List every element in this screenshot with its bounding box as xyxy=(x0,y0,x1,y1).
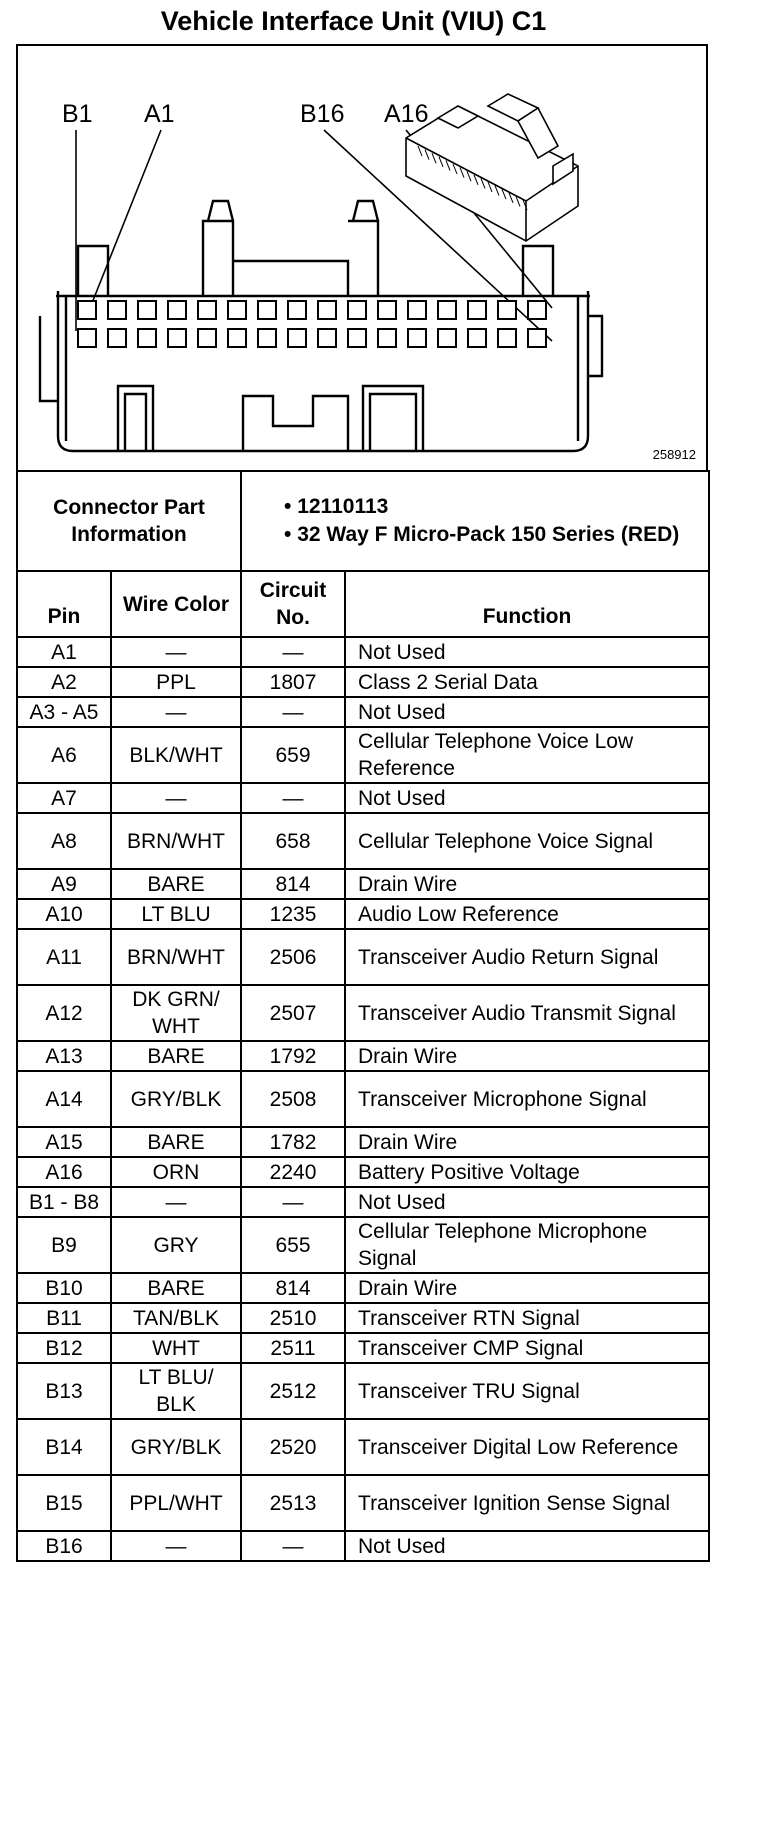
function-cell: Drain Wire xyxy=(345,1127,709,1157)
pin-cell: A16 xyxy=(17,1157,111,1187)
circuit-cell: 658 xyxy=(241,813,345,869)
function-cell: Transceiver TRU Signal xyxy=(345,1363,709,1419)
wire-color-cell: ORN xyxy=(111,1157,241,1187)
wire-color-cell: — xyxy=(111,1187,241,1217)
connector-body xyxy=(40,201,602,451)
pin-cell: B12 xyxy=(17,1333,111,1363)
pin-cell: A10 xyxy=(17,899,111,929)
pin-cell: B9 xyxy=(17,1217,111,1273)
pin-label-a16: A16 xyxy=(384,100,429,128)
function-cell: Transceiver Audio Transmit Signal xyxy=(345,985,709,1041)
function-cell: Battery Positive Voltage xyxy=(345,1157,709,1187)
circuit-cell: 2510 xyxy=(241,1303,345,1333)
function-cell: Transceiver Microphone Signal xyxy=(345,1071,709,1127)
table-row xyxy=(17,1157,709,1187)
circuit-cell: — xyxy=(241,1187,345,1217)
circuit-cell: — xyxy=(241,783,345,813)
pin-cavity xyxy=(498,329,516,347)
connector-iso-illustration xyxy=(406,94,578,241)
pin-cavity xyxy=(168,329,186,347)
circuit-cell: 2506 xyxy=(241,929,345,985)
wire-color-cell: — xyxy=(111,637,241,667)
pin-cell: B16 xyxy=(17,1531,111,1561)
pin-cavity xyxy=(198,329,216,347)
wire-color-cell: GRY/BLK xyxy=(111,1071,241,1127)
pin-cell: A9 xyxy=(17,869,111,899)
pin-cavity xyxy=(438,301,456,319)
pin-cavity xyxy=(408,329,426,347)
pin-cavity xyxy=(378,329,396,347)
function-cell: Not Used xyxy=(345,783,709,813)
pin-cell: A11 xyxy=(17,929,111,985)
pin-cell: A3 - A5 xyxy=(17,697,111,727)
pin-cell: A13 xyxy=(17,1041,111,1071)
pin-label-b16: B16 xyxy=(300,100,345,128)
table-row xyxy=(17,1419,709,1475)
pin-cavity xyxy=(348,301,366,319)
pin-cavity xyxy=(108,301,126,319)
circuit-cell: 2520 xyxy=(241,1419,345,1475)
header-circuit: Circuit No. xyxy=(241,571,345,637)
pin-cavity xyxy=(108,329,126,347)
circuit-cell: 1235 xyxy=(241,899,345,929)
pin-cavity xyxy=(78,301,96,319)
wire-color-cell: LT BLU xyxy=(111,899,241,929)
wire-color-cell: DK GRN/ WHT xyxy=(111,985,241,1041)
pin-cell: A7 xyxy=(17,783,111,813)
circuit-cell: 2512 xyxy=(241,1363,345,1419)
function-cell: Not Used xyxy=(345,1187,709,1217)
wire-color-cell: GRY/BLK xyxy=(111,1419,241,1475)
pin-cell: B15 xyxy=(17,1475,111,1531)
wire-color-cell: TAN/BLK xyxy=(111,1303,241,1333)
function-cell: Transceiver CMP Signal xyxy=(345,1333,709,1363)
table-row xyxy=(17,869,709,899)
pin-cavity xyxy=(138,301,156,319)
wire-color-cell: WHT xyxy=(111,1333,241,1363)
pin-cavity xyxy=(378,301,396,319)
pin-cell: A6 xyxy=(17,727,111,783)
connector-info-value xyxy=(241,471,709,571)
table-row xyxy=(17,637,709,667)
function-cell: Drain Wire xyxy=(345,869,709,899)
table-row xyxy=(17,1041,709,1071)
pin-cell: B13 xyxy=(17,1363,111,1419)
table-row xyxy=(17,1333,709,1363)
connector-info-item: • 32 Way F Micro-Pack 150 Series (RED) xyxy=(284,523,680,546)
header-row xyxy=(17,571,709,637)
connector-info-row xyxy=(17,471,709,571)
circuit-cell: — xyxy=(241,697,345,727)
header-pin: Pin xyxy=(17,571,111,637)
page-title: Vehicle Interface Unit (VIU) C1 xyxy=(160,6,547,36)
circuit-cell: 659 xyxy=(241,727,345,783)
circuit-cell: 2507 xyxy=(241,985,345,1041)
circuit-cell: 2511 xyxy=(241,1333,345,1363)
wire-color-cell: GRY xyxy=(111,1217,241,1273)
circuit-cell: — xyxy=(241,1531,345,1561)
pin-label-b1: B1 xyxy=(62,100,93,128)
pinout-table xyxy=(16,470,710,1562)
connector-diagram xyxy=(16,44,708,472)
table-row xyxy=(17,667,709,697)
wire-color-cell: PPL xyxy=(111,667,241,697)
pin-cavity xyxy=(528,329,546,347)
pin-label-a1: A1 xyxy=(144,100,175,128)
table-row xyxy=(17,1475,709,1531)
table-row xyxy=(17,1187,709,1217)
wire-color-cell: — xyxy=(111,783,241,813)
pin-cell: B14 xyxy=(17,1419,111,1475)
wire-color-cell: BLK/WHT xyxy=(111,727,241,783)
wire-color-cell: BARE xyxy=(111,1273,241,1303)
pin-cavity xyxy=(438,329,456,347)
pin-cell: A12 xyxy=(17,985,111,1041)
pin-cavity xyxy=(498,301,516,319)
circuit-cell: 2513 xyxy=(241,1475,345,1531)
pin-cavity xyxy=(258,301,276,319)
table-row xyxy=(17,783,709,813)
pin-cavity xyxy=(138,329,156,347)
connector-info-label: Connector Part Information xyxy=(17,471,241,571)
function-cell: Cellular Telephone Voice Signal xyxy=(345,813,709,869)
circuit-cell: 814 xyxy=(241,1273,345,1303)
header-wire-color: Wire Color xyxy=(111,571,241,637)
pin-cavity xyxy=(198,301,216,319)
function-cell: Cellular Telephone Microphone Signal xyxy=(345,1217,709,1273)
pin-cavity xyxy=(318,301,336,319)
pin-cell: B1 - B8 xyxy=(17,1187,111,1217)
table-row xyxy=(17,813,709,869)
wire-color-cell: BARE xyxy=(111,869,241,899)
figure-id: 258912 xyxy=(652,447,696,462)
wire-color-cell: — xyxy=(111,697,241,727)
circuit-cell: 814 xyxy=(241,869,345,899)
pin-cavity xyxy=(288,301,306,319)
table-row xyxy=(17,1127,709,1157)
table-row xyxy=(17,1273,709,1303)
pin-cell: A2 xyxy=(17,667,111,697)
wire-color-cell: BARE xyxy=(111,1041,241,1071)
pin-cell: A8 xyxy=(17,813,111,869)
pin-cell: A1 xyxy=(17,637,111,667)
pin-cavity xyxy=(78,329,96,347)
wire-color-cell: BRN/WHT xyxy=(111,813,241,869)
circuit-cell: — xyxy=(241,637,345,667)
function-cell: Not Used xyxy=(345,697,709,727)
function-cell: Not Used xyxy=(345,637,709,667)
circuit-cell: 1807 xyxy=(241,667,345,697)
wire-color-cell: PPL/WHT xyxy=(111,1475,241,1531)
circuit-cell: 2508 xyxy=(241,1071,345,1127)
pin-cavity xyxy=(348,329,366,347)
circuit-cell: 2240 xyxy=(241,1157,345,1187)
connector-drawing xyxy=(18,46,706,470)
wire-color-cell: BARE xyxy=(111,1127,241,1157)
pin-cavity xyxy=(318,329,336,347)
connector-info-item: • 12110113 xyxy=(284,495,389,518)
function-cell: Transceiver Digital Low Reference xyxy=(345,1419,709,1475)
pin-cell: A15 xyxy=(17,1127,111,1157)
function-cell: Audio Low Reference xyxy=(345,899,709,929)
table-row xyxy=(17,1303,709,1333)
circuit-cell: 1782 xyxy=(241,1127,345,1157)
table-row xyxy=(17,1071,709,1127)
function-cell: Class 2 Serial Data xyxy=(345,667,709,697)
table-row xyxy=(17,1363,709,1419)
pin-cell: A14 xyxy=(17,1071,111,1127)
function-cell: Drain Wire xyxy=(345,1041,709,1071)
pin-cell: B11 xyxy=(17,1303,111,1333)
pin-cavity xyxy=(228,329,246,347)
pin-cavity xyxy=(408,301,426,319)
pin-cavity xyxy=(168,301,186,319)
function-cell: Not Used xyxy=(345,1531,709,1561)
pin-cavity xyxy=(228,301,246,319)
function-cell: Transceiver Audio Return Signal xyxy=(345,929,709,985)
function-cell: Transceiver Ignition Sense Signal xyxy=(345,1475,709,1531)
pin-cavity xyxy=(468,329,486,347)
table-row xyxy=(17,985,709,1041)
table-row xyxy=(17,727,709,783)
table-row xyxy=(17,697,709,727)
table-row xyxy=(17,929,709,985)
pin-cavity xyxy=(468,301,486,319)
wire-color-cell: BRN/WHT xyxy=(111,929,241,985)
table-row xyxy=(17,899,709,929)
pin-cavity xyxy=(288,329,306,347)
wire-color-cell: LT BLU/ BLK xyxy=(111,1363,241,1419)
table-row xyxy=(17,1531,709,1561)
function-cell: Transceiver RTN Signal xyxy=(345,1303,709,1333)
function-cell: Drain Wire xyxy=(345,1273,709,1303)
pin-cavity xyxy=(258,329,276,347)
wire-color-cell: — xyxy=(111,1531,241,1561)
circuit-cell: 655 xyxy=(241,1217,345,1273)
header-function: Function xyxy=(345,571,709,637)
pin-cavity xyxy=(528,301,546,319)
function-cell: Cellular Telephone Voice Low Reference xyxy=(345,727,709,783)
circuit-cell: 1792 xyxy=(241,1041,345,1071)
pin-cell: B10 xyxy=(17,1273,111,1303)
pin-cavities xyxy=(78,301,546,347)
table-row xyxy=(17,1217,709,1273)
